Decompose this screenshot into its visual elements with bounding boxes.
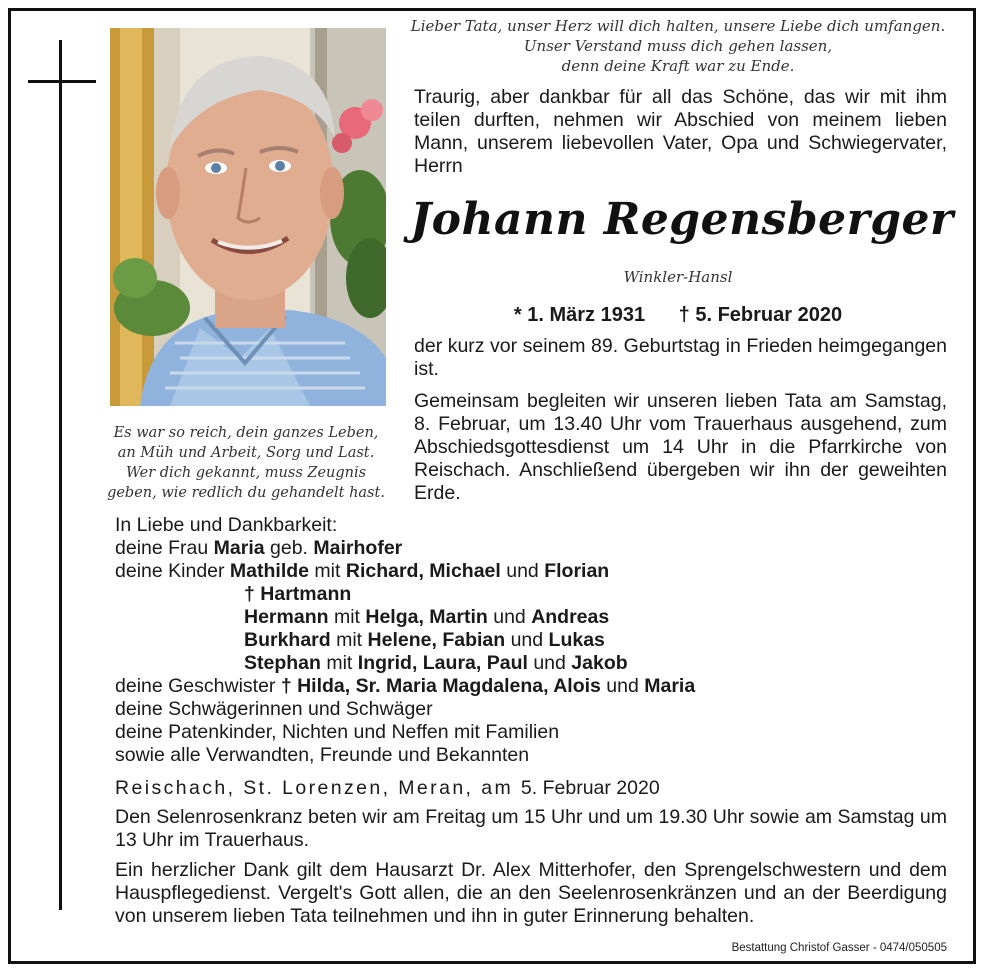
family-wife: deine Frau Maria geb. Mairhofer: [115, 537, 403, 559]
verse-line: Wer dich gekannt, muss Zeugnis: [125, 465, 367, 481]
family-child: Hermann mit Helga, Martin und Andreas: [244, 606, 610, 628]
place-date: 5. Februar 2020: [520, 777, 660, 799]
family-list: [115, 514, 695, 767]
portrait-photo: [110, 28, 386, 406]
family-child: Burkhard mit Helene, Fabian und Lukas: [244, 629, 605, 651]
family-heading: In Liebe und Dankbarkeit:: [115, 514, 338, 536]
family-godchildren: deine Patenkinder, Nichten und Neffen mit Familien: [115, 721, 560, 743]
passed-paragraph: der kurz vor seinem 89. Geburtstag in Frieden heimgegangen ist.: [414, 335, 947, 380]
motto-line: denn deine Kraft war zu Ende.: [561, 57, 795, 75]
birth-date: * 1. März 1931: [513, 304, 646, 326]
place: Reischach, St. Lorenzen, Meran, am: [115, 777, 514, 799]
family-relatives: sowie alle Verwandten, Freunde und Bekannten: [115, 744, 530, 766]
undertaker-credit: Bestattung Christof Gasser - 0474/050505: [731, 942, 947, 954]
rosary-paragraph: Den Selenrosenkranz beten wir am Freitag um 15 Uhr und um 19.30 Uhr sowie am Samstag um 13 Uhr im Trauerhaus.: [115, 806, 947, 851]
family-child: Stephan mit Ingrid, Laura, Paul und Jakob: [244, 652, 628, 674]
life-dates: [408, 304, 948, 327]
photo-verse: [100, 423, 392, 503]
verse-line: Es war so reich, dein ganzes Leben,: [113, 425, 379, 441]
family-child: † Hartmann: [244, 583, 352, 605]
intro-paragraph: Traurig, aber dankbar für all das Schöne, das wir mit ihm teilen durften, nehmen wir Abschied von meinem lieben Mann, unserem liebevollen Vater, Opa und Schwiegervater, Herrn: [414, 86, 947, 177]
motto-verse: [408, 16, 948, 76]
family-siblings: deine Geschwister † Hilda, Sr. Maria Magdalena, Alois und Maria: [115, 675, 696, 697]
family-inlaws: deine Schwägerinnen und Schwäger: [115, 698, 433, 720]
thanks-paragraph: Ein herzlicher Dank gilt dem Hausarzt Dr. Alex Mitterhofer, den Sprengelschwestern und dem Hauspflegedienst. Vergelt's Gott allen, die an den Seelenrosenkränzen und an der Beerdigung von unserem lieben Tata teilnehmen und ihn in guter Erinnerung behalten.: [115, 859, 947, 927]
family-children: deine Kinder Mathilde mit Richard, Michael und Florian: [115, 560, 610, 582]
deceased-name: Johann Regensberger: [410, 194, 954, 245]
cross-icon: [59, 40, 62, 910]
verse-line: geben, wie redlich du gehandelt hast.: [107, 485, 385, 501]
cross-icon-bar: [28, 80, 96, 83]
death-date: † 5. Februar 2020: [678, 304, 843, 326]
motto-line: Unser Verstand muss dich gehen lassen,: [523, 37, 833, 55]
motto-line: Lieber Tata, unser Herz will dich halten, unsere Liebe dich umfangen.: [410, 17, 946, 35]
funeral-paragraph: Gemeinsam begleiten wir unseren lieben Tata am Samstag, 8. Februar, um 13.40 Uhr vom Trauerhaus ausgehend, zum Abschiedsgottesdienst um 14 Uhr in die Pfarrkirche von Reischach. Anschließend übergeben wir ihn der geweihten Erde.: [414, 390, 947, 504]
verse-line: an Müh und Arbeit, Sorg und Last.: [117, 445, 375, 461]
place-date-line: [115, 777, 660, 800]
nickname: Winkler-Hansl: [623, 268, 733, 286]
